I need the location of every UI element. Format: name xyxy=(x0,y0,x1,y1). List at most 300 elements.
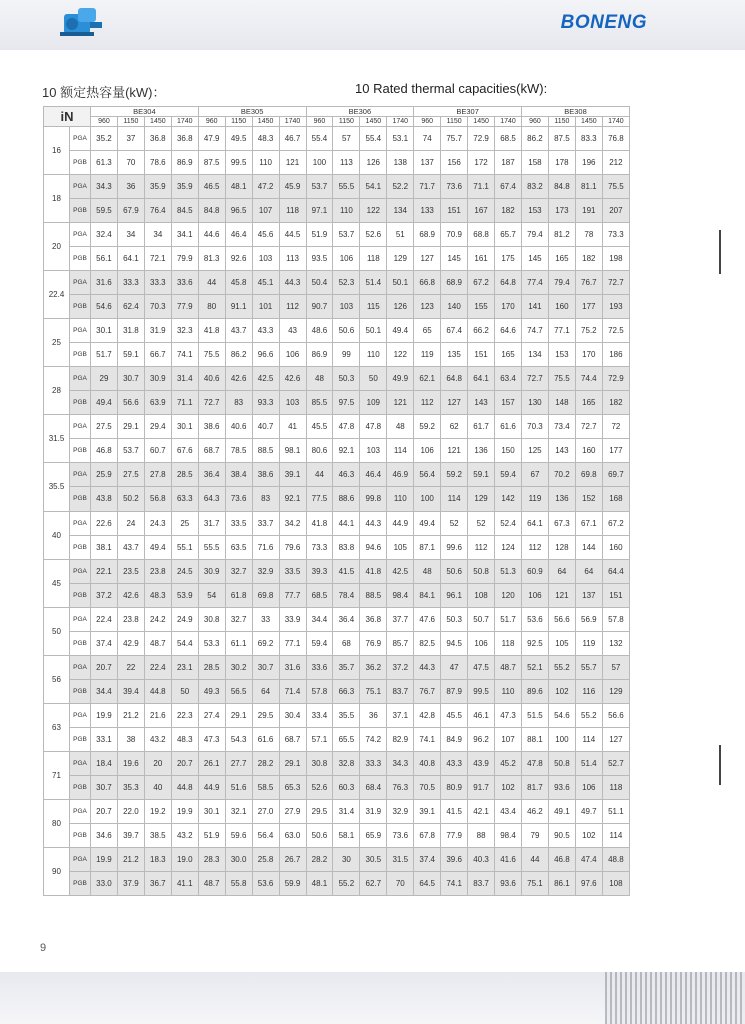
value-cell: 44 xyxy=(198,271,225,295)
value-cell: 18.4 xyxy=(91,751,118,775)
value-cell: 46.7 xyxy=(279,127,306,151)
value-cell: 121 xyxy=(387,391,414,415)
speed-header: 1740 xyxy=(171,117,198,127)
value-cell: 67.2 xyxy=(468,271,495,295)
value-cell: 98.4 xyxy=(387,583,414,607)
power-label-cell: PGA xyxy=(70,127,91,151)
value-cell: 44.3 xyxy=(279,271,306,295)
value-cell: 52 xyxy=(468,511,495,535)
table-row xyxy=(44,367,630,391)
value-cell: 44.8 xyxy=(144,679,171,703)
value-cell: 94.5 xyxy=(441,631,468,655)
value-cell: 46.4 xyxy=(360,463,387,487)
value-cell: 53.7 xyxy=(306,175,333,199)
value-cell: 30.9 xyxy=(198,559,225,583)
value-cell: 98.4 xyxy=(495,823,522,847)
value-cell: 177 xyxy=(602,439,629,463)
value-cell: 198 xyxy=(602,247,629,271)
value-cell: 72.7 xyxy=(575,415,602,439)
value-cell: 105 xyxy=(387,535,414,559)
value-cell: 172 xyxy=(468,151,495,175)
speed-header: 1740 xyxy=(387,117,414,127)
value-cell: 52.7 xyxy=(602,751,629,775)
value-cell: 48.3 xyxy=(252,127,279,151)
power-label-cell: PGB xyxy=(70,679,91,703)
value-cell: 86.9 xyxy=(306,343,333,367)
value-cell: 25.8 xyxy=(252,847,279,871)
page-number: 9 xyxy=(40,942,47,954)
value-cell: 72.5 xyxy=(602,319,629,343)
value-cell: 54.3 xyxy=(225,727,252,751)
value-cell: 44.1 xyxy=(333,511,360,535)
value-cell: 22.6 xyxy=(91,511,118,535)
value-cell: 51.7 xyxy=(91,343,118,367)
value-cell: 79.6 xyxy=(279,535,306,559)
value-cell: 88 xyxy=(468,823,495,847)
value-cell: 107 xyxy=(252,199,279,223)
value-cell: 70.5 xyxy=(414,775,441,799)
value-cell: 31.8 xyxy=(117,319,144,343)
power-label-cell: PGB xyxy=(70,535,91,559)
value-cell: 73.3 xyxy=(602,223,629,247)
value-cell: 71.1 xyxy=(171,391,198,415)
value-cell: 142 xyxy=(495,487,522,511)
value-cell: 38.6 xyxy=(252,463,279,487)
brand-logo: BONENG xyxy=(560,12,647,33)
value-cell: 51.4 xyxy=(360,271,387,295)
value-cell: 62.7 xyxy=(360,871,387,895)
table-row xyxy=(44,247,630,271)
ratio-cell: 28 xyxy=(44,367,70,415)
power-label-cell: PGA xyxy=(70,319,91,343)
value-cell: 73.6 xyxy=(441,175,468,199)
value-cell: 43 xyxy=(279,319,306,343)
value-cell: 21.2 xyxy=(117,703,144,727)
value-cell: 44.3 xyxy=(414,655,441,679)
value-cell: 212 xyxy=(602,151,629,175)
value-cell: 44.8 xyxy=(171,775,198,799)
value-cell: 96.1 xyxy=(441,583,468,607)
value-cell: 42.8 xyxy=(414,703,441,727)
value-cell: 48.3 xyxy=(144,583,171,607)
value-cell: 74.2 xyxy=(360,727,387,751)
value-cell: 68 xyxy=(333,631,360,655)
value-cell: 55.1 xyxy=(171,535,198,559)
value-cell: 42.5 xyxy=(252,367,279,391)
value-cell: 60.9 xyxy=(522,559,549,583)
value-cell: 54.6 xyxy=(91,295,118,319)
value-cell: 31.7 xyxy=(198,511,225,535)
ratio-cell: 18 xyxy=(44,175,70,223)
power-label-cell: PGA xyxy=(70,175,91,199)
value-cell: 72.7 xyxy=(602,271,629,295)
value-cell: 33.3 xyxy=(360,751,387,775)
value-cell: 33.5 xyxy=(225,511,252,535)
table-row xyxy=(44,271,630,295)
value-cell: 51.7 xyxy=(495,607,522,631)
rated-thermal-capacity-table xyxy=(43,106,630,896)
ratio-cell: 25 xyxy=(44,319,70,367)
speed-header: 1150 xyxy=(441,117,468,127)
value-cell: 119 xyxy=(522,487,549,511)
value-cell: 84.5 xyxy=(171,199,198,223)
value-cell: 77.9 xyxy=(171,295,198,319)
value-cell: 32.1 xyxy=(225,799,252,823)
value-cell: 41.8 xyxy=(198,319,225,343)
value-cell: 50.6 xyxy=(333,319,360,343)
value-cell: 82.9 xyxy=(387,727,414,751)
value-cell: 51.1 xyxy=(602,799,629,823)
value-cell: 112 xyxy=(414,391,441,415)
power-label-cell: PGA xyxy=(70,751,91,775)
value-cell: 64.1 xyxy=(468,367,495,391)
value-cell: 106 xyxy=(468,631,495,655)
value-cell: 96.2 xyxy=(468,727,495,751)
value-cell: 20.7 xyxy=(91,799,118,823)
value-cell: 40.6 xyxy=(198,367,225,391)
value-cell: 114 xyxy=(387,439,414,463)
value-cell: 85.7 xyxy=(387,631,414,655)
value-cell: 37.2 xyxy=(91,583,118,607)
value-cell: 99.5 xyxy=(468,679,495,703)
value-cell: 48 xyxy=(387,415,414,439)
value-cell: 103 xyxy=(252,247,279,271)
power-label-cell: PGB xyxy=(70,439,91,463)
value-cell: 151 xyxy=(441,199,468,223)
value-cell: 32.9 xyxy=(252,559,279,583)
value-cell: 83.7 xyxy=(387,679,414,703)
power-label-cell: PGA xyxy=(70,847,91,871)
value-cell: 100 xyxy=(306,151,333,175)
table-row xyxy=(44,487,630,511)
value-cell: 53.9 xyxy=(171,583,198,607)
value-cell: 55.7 xyxy=(575,655,602,679)
value-cell: 144 xyxy=(575,535,602,559)
power-label-cell: PGA xyxy=(70,799,91,823)
speed-header: 1450 xyxy=(360,117,387,127)
value-cell: 43.3 xyxy=(441,751,468,775)
value-cell: 59.5 xyxy=(91,199,118,223)
value-cell: 29.5 xyxy=(306,799,333,823)
value-cell: 52.6 xyxy=(306,775,333,799)
gearbox-product-image xyxy=(58,4,108,40)
power-label-cell: PGB xyxy=(70,583,91,607)
value-cell: 93.3 xyxy=(252,391,279,415)
speed-header: 1150 xyxy=(548,117,575,127)
value-cell: 47 xyxy=(441,655,468,679)
table-row xyxy=(44,607,630,631)
value-cell: 44.9 xyxy=(387,511,414,535)
value-cell: 91.1 xyxy=(225,295,252,319)
value-cell: 75.5 xyxy=(602,175,629,199)
value-cell: 77.1 xyxy=(548,319,575,343)
value-cell: 58.1 xyxy=(333,823,360,847)
table-row xyxy=(44,439,630,463)
value-cell: 107 xyxy=(495,727,522,751)
value-cell: 110 xyxy=(252,151,279,175)
value-cell: 57 xyxy=(333,127,360,151)
value-cell: 50.7 xyxy=(468,607,495,631)
value-cell: 65.7 xyxy=(495,223,522,247)
value-cell: 77.7 xyxy=(279,583,306,607)
value-cell: 33.4 xyxy=(306,703,333,727)
value-cell: 42.1 xyxy=(468,799,495,823)
value-cell: 86.2 xyxy=(225,343,252,367)
value-cell: 36 xyxy=(117,175,144,199)
value-cell: 143 xyxy=(548,439,575,463)
value-cell: 67.2 xyxy=(602,511,629,535)
value-cell: 56.8 xyxy=(144,487,171,511)
speed-header: 1450 xyxy=(575,117,602,127)
value-cell: 56.4 xyxy=(252,823,279,847)
power-label-cell: PGA xyxy=(70,607,91,631)
value-cell: 61.6 xyxy=(252,727,279,751)
value-cell: 83.8 xyxy=(333,535,360,559)
value-cell: 71.7 xyxy=(414,175,441,199)
value-cell: 48.7 xyxy=(495,655,522,679)
value-cell: 60.3 xyxy=(333,775,360,799)
value-cell: 78.6 xyxy=(144,151,171,175)
value-cell: 51.4 xyxy=(575,751,602,775)
value-cell: 127 xyxy=(441,391,468,415)
value-cell: 31.9 xyxy=(360,799,387,823)
value-cell: 30.1 xyxy=(91,319,118,343)
value-cell: 84.1 xyxy=(414,583,441,607)
value-cell: 24.9 xyxy=(171,607,198,631)
value-cell: 124 xyxy=(495,535,522,559)
value-cell: 60.7 xyxy=(144,439,171,463)
value-cell: 61.3 xyxy=(91,151,118,175)
value-cell: 64 xyxy=(548,559,575,583)
value-cell: 57.1 xyxy=(306,727,333,751)
value-cell: 21.2 xyxy=(117,847,144,871)
speed-header: 1740 xyxy=(279,117,306,127)
table-title-english: 10 Rated thermal capacities(kW): xyxy=(355,81,548,96)
value-cell: 63.5 xyxy=(225,535,252,559)
value-cell: 67.6 xyxy=(171,439,198,463)
ratio-cell: 63 xyxy=(44,703,70,751)
value-cell: 53.1 xyxy=(387,127,414,151)
value-cell: 55.2 xyxy=(575,703,602,727)
value-cell: 35.9 xyxy=(171,175,198,199)
power-label-cell: PGA xyxy=(70,703,91,727)
table-row xyxy=(44,631,630,655)
value-cell: 24.2 xyxy=(144,607,171,631)
value-cell: 47.4 xyxy=(575,847,602,871)
value-cell: 59.4 xyxy=(306,631,333,655)
value-cell: 80.6 xyxy=(306,439,333,463)
value-cell: 22 xyxy=(117,655,144,679)
value-cell: 38.4 xyxy=(225,463,252,487)
value-cell: 75.5 xyxy=(198,343,225,367)
value-cell: 34 xyxy=(144,223,171,247)
speed-header: 960 xyxy=(414,117,441,127)
power-label-cell: PGA xyxy=(70,367,91,391)
speed-header: 960 xyxy=(522,117,549,127)
value-cell: 41.5 xyxy=(333,559,360,583)
value-cell: 30.2 xyxy=(225,655,252,679)
value-cell: 41 xyxy=(279,415,306,439)
value-cell: 31.6 xyxy=(91,271,118,295)
value-cell: 39.1 xyxy=(279,463,306,487)
value-cell: 47.5 xyxy=(468,655,495,679)
value-cell: 187 xyxy=(495,151,522,175)
value-cell: 84.8 xyxy=(548,175,575,199)
value-cell: 51.9 xyxy=(198,823,225,847)
value-cell: 42.6 xyxy=(279,367,306,391)
value-cell: 29 xyxy=(91,367,118,391)
value-cell: 110 xyxy=(333,199,360,223)
value-cell: 30.7 xyxy=(252,655,279,679)
value-cell: 98.1 xyxy=(279,439,306,463)
table-row xyxy=(44,871,630,895)
value-cell: 47.8 xyxy=(522,751,549,775)
value-cell: 59.2 xyxy=(441,463,468,487)
value-cell: 67.1 xyxy=(575,511,602,535)
value-cell: 96.6 xyxy=(252,343,279,367)
value-cell: 46.3 xyxy=(333,463,360,487)
value-cell: 55.5 xyxy=(198,535,225,559)
value-cell: 77.5 xyxy=(306,487,333,511)
value-cell: 63.4 xyxy=(495,367,522,391)
value-cell: 39.1 xyxy=(414,799,441,823)
value-cell: 64.8 xyxy=(495,271,522,295)
value-cell: 79.9 xyxy=(171,247,198,271)
speed-header: 1740 xyxy=(602,117,629,127)
value-cell: 130 xyxy=(522,391,549,415)
value-cell: 102 xyxy=(495,775,522,799)
value-cell: 46.5 xyxy=(198,175,225,199)
value-cell: 75.2 xyxy=(575,319,602,343)
value-cell: 21.6 xyxy=(144,703,171,727)
value-cell: 152 xyxy=(575,487,602,511)
value-cell: 18.3 xyxy=(144,847,171,871)
value-cell: 33.6 xyxy=(171,271,198,295)
value-cell: 27.8 xyxy=(144,463,171,487)
value-cell: 76.7 xyxy=(575,271,602,295)
value-cell: 127 xyxy=(414,247,441,271)
value-cell: 47.8 xyxy=(360,415,387,439)
value-cell: 66.2 xyxy=(468,319,495,343)
value-cell: 137 xyxy=(575,583,602,607)
value-cell: 165 xyxy=(495,343,522,367)
value-cell: 76.4 xyxy=(144,199,171,223)
value-cell: 68.5 xyxy=(306,583,333,607)
ratio-cell: 90 xyxy=(44,847,70,895)
speed-header: 1150 xyxy=(117,117,144,127)
value-cell: 38 xyxy=(117,727,144,751)
value-cell: 31.5 xyxy=(387,847,414,871)
value-cell: 27.7 xyxy=(225,751,252,775)
table-title-chinese: 10 额定热容量(kW)： xyxy=(42,85,166,100)
value-cell: 116 xyxy=(575,679,602,703)
ratio-cell: 16 xyxy=(44,127,70,175)
value-cell: 87.5 xyxy=(548,127,575,151)
value-cell: 120 xyxy=(495,583,522,607)
value-cell: 72.9 xyxy=(602,367,629,391)
value-cell: 51.6 xyxy=(225,775,252,799)
table-row xyxy=(44,799,630,823)
value-cell: 34.3 xyxy=(387,751,414,775)
value-cell: 27.9 xyxy=(279,799,306,823)
value-cell: 108 xyxy=(602,871,629,895)
value-cell: 73.6 xyxy=(387,823,414,847)
value-cell: 143 xyxy=(468,391,495,415)
value-cell: 106 xyxy=(575,775,602,799)
power-label-cell: PGA xyxy=(70,223,91,247)
value-cell: 56.1 xyxy=(91,247,118,271)
value-cell: 45.2 xyxy=(495,751,522,775)
value-cell: 28.5 xyxy=(198,655,225,679)
value-cell: 132 xyxy=(602,631,629,655)
value-cell: 42.6 xyxy=(117,583,144,607)
value-cell: 137 xyxy=(414,151,441,175)
value-cell: 67.4 xyxy=(441,319,468,343)
value-cell: 68.4 xyxy=(360,775,387,799)
value-cell: 31.4 xyxy=(333,799,360,823)
power-label-cell: PGB xyxy=(70,823,91,847)
value-cell: 126 xyxy=(360,151,387,175)
value-cell: 59.6 xyxy=(225,823,252,847)
value-cell: 67.8 xyxy=(414,823,441,847)
value-cell: 92.5 xyxy=(522,631,549,655)
value-cell: 87.1 xyxy=(414,535,441,559)
value-cell: 46.2 xyxy=(522,799,549,823)
table-row xyxy=(44,751,630,775)
value-cell: 30.1 xyxy=(171,415,198,439)
margin-mark xyxy=(719,745,721,785)
value-cell: 74.1 xyxy=(414,727,441,751)
value-cell: 30.7 xyxy=(117,367,144,391)
value-cell: 79.4 xyxy=(522,223,549,247)
value-cell: 70.2 xyxy=(548,463,575,487)
value-cell: 83.2 xyxy=(522,175,549,199)
value-cell: 67.9 xyxy=(117,199,144,223)
value-cell: 153 xyxy=(522,199,549,223)
value-cell: 22.4 xyxy=(144,655,171,679)
table-row xyxy=(44,727,630,751)
value-cell: 129 xyxy=(468,487,495,511)
value-cell: 103 xyxy=(279,391,306,415)
value-cell: 69.2 xyxy=(252,631,279,655)
power-label-cell: PGA xyxy=(70,655,91,679)
value-cell: 47.8 xyxy=(333,415,360,439)
ratio-cell: 35.5 xyxy=(44,463,70,511)
value-cell: 63.3 xyxy=(171,487,198,511)
value-cell: 33.9 xyxy=(279,607,306,631)
value-cell: 122 xyxy=(360,199,387,223)
value-cell: 77.9 xyxy=(441,823,468,847)
value-cell: 59.1 xyxy=(117,343,144,367)
value-cell: 47.2 xyxy=(252,175,279,199)
value-cell: 88.6 xyxy=(333,487,360,511)
value-cell: 30.4 xyxy=(279,703,306,727)
value-cell: 177 xyxy=(575,295,602,319)
value-cell: 33 xyxy=(252,607,279,631)
value-cell: 34 xyxy=(117,223,144,247)
power-label-cell: PGB xyxy=(70,247,91,271)
value-cell: 50.8 xyxy=(468,559,495,583)
power-label-cell: PGB xyxy=(70,199,91,223)
value-cell: 64.4 xyxy=(602,559,629,583)
value-cell: 122 xyxy=(387,343,414,367)
value-cell: 50.6 xyxy=(306,823,333,847)
value-cell: 46.8 xyxy=(91,439,118,463)
value-cell: 134 xyxy=(522,343,549,367)
value-cell: 41.1 xyxy=(171,871,198,895)
value-cell: 207 xyxy=(602,199,629,223)
value-cell: 126 xyxy=(387,295,414,319)
